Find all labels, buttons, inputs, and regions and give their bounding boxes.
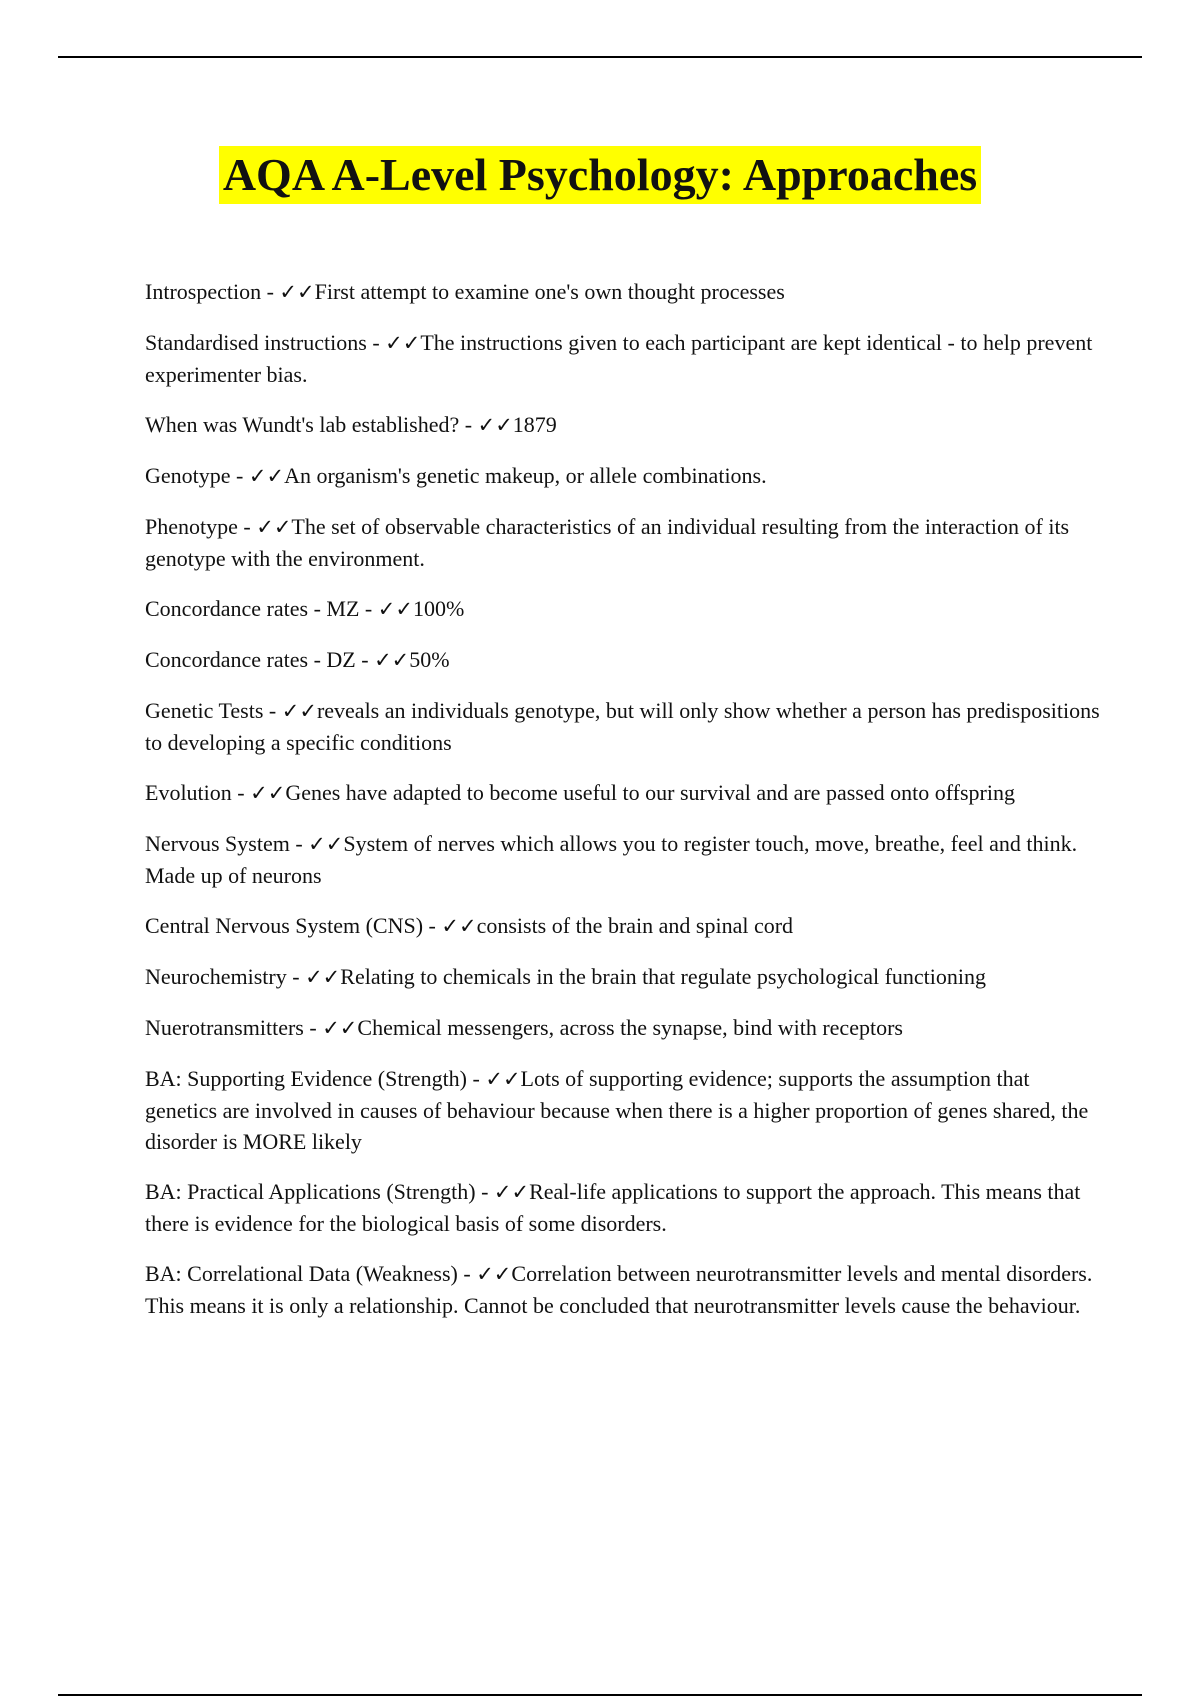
list-item xyxy=(145,593,1100,625)
separator: - xyxy=(231,780,251,805)
list-item xyxy=(145,644,1100,676)
list-item xyxy=(145,276,1100,308)
separator: - xyxy=(457,1261,477,1286)
check-icon: ✓✓ xyxy=(250,781,286,805)
check-icon: ✓✓ xyxy=(308,832,344,856)
check-icon: ✓✓ xyxy=(385,331,421,355)
definition: reveals an individuals genotype, but will only show whether a person has predispositions to developing a specific conditions xyxy=(145,698,1100,755)
term: Genetic Tests xyxy=(145,698,264,723)
definition: Real-life applications to support the approach. This means that there is evidence for the biological basis of some disorders. xyxy=(145,1179,1081,1236)
separator: - xyxy=(261,279,280,304)
list-item xyxy=(145,1258,1100,1321)
check-icon: ✓✓ xyxy=(441,914,477,938)
definition: First attempt to examine one's own thought processes xyxy=(314,279,785,304)
separator: - xyxy=(459,412,478,437)
separator: - xyxy=(303,1015,323,1040)
term: BA: Practical Applications (Strength) xyxy=(145,1179,476,1204)
term: Evolution xyxy=(145,780,232,805)
definition: The set of observable characteristics of an individual resulting from the interaction of its genotype with the environment. xyxy=(145,514,1070,571)
check-icon: ✓✓ xyxy=(281,699,317,723)
list-item xyxy=(145,511,1100,574)
check-icon: ✓✓ xyxy=(279,280,315,304)
definition: consists of the brain and spinal cord xyxy=(476,913,794,938)
list-item xyxy=(145,828,1100,891)
term: Central Nervous System (CNS) xyxy=(145,913,424,938)
term: Nuerotransmitters xyxy=(145,1015,304,1040)
list-item xyxy=(145,1063,1100,1157)
list-item xyxy=(145,1176,1100,1239)
list-item xyxy=(145,409,1100,441)
check-icon: ✓✓ xyxy=(305,965,341,989)
flashcard-list xyxy=(145,276,1100,1340)
separator: - xyxy=(355,647,375,672)
check-icon: ✓✓ xyxy=(485,1067,521,1091)
check-icon: ✓✓ xyxy=(256,515,292,539)
title-container xyxy=(0,146,1200,204)
list-item xyxy=(145,327,1100,390)
term: Introspection xyxy=(145,279,262,304)
definition: The instructions given to each participant are kept identical - to help prevent experimenter bias. xyxy=(145,330,1093,387)
separator: - xyxy=(286,964,306,989)
document-title: AQA A-Level Psychology: Approaches xyxy=(219,146,981,204)
term: When was Wundt's lab established? xyxy=(145,412,460,437)
definition: Correlation between neurotransmitter levels and mental disorders. This means it is only a relationship. Cannot be concluded that neurotransmitter levels cause the behaviour. xyxy=(145,1261,1093,1318)
list-item xyxy=(145,1012,1100,1044)
separator: - xyxy=(366,330,386,355)
check-icon: ✓✓ xyxy=(477,413,513,437)
list-item xyxy=(145,910,1100,942)
definition: 100% xyxy=(412,596,465,621)
check-icon: ✓✓ xyxy=(374,648,410,672)
term: Phenotype xyxy=(145,514,238,539)
definition: Chemical messengers, across the synapse, bind with receptors xyxy=(357,1015,903,1040)
separator: - xyxy=(289,831,309,856)
definition: An organism's genetic makeup, or allele combinations. xyxy=(284,463,767,488)
definition: Lots of supporting evidence; supports the assumption that genetics are involved in causes of behaviour because when there is a higher proportion of genes shared, the disorder is MORE likely xyxy=(145,1066,1089,1154)
definition: Genes have adapted to become useful to our survival and are passed onto offspring xyxy=(285,780,1015,805)
list-item xyxy=(145,777,1100,809)
list-item xyxy=(145,961,1100,993)
term: BA: Supporting Evidence (Strength) xyxy=(145,1066,468,1091)
term: Concordance rates - MZ xyxy=(145,596,360,621)
term: Standardised instructions xyxy=(145,330,367,355)
separator: - xyxy=(475,1179,494,1204)
top-rule xyxy=(58,56,1142,58)
separator: - xyxy=(423,913,442,938)
separator: - xyxy=(263,698,282,723)
definition: System of nerves which allows you to register touch, move, breathe, feel and think. Made up of neurons xyxy=(145,831,1078,888)
separator: - xyxy=(359,596,378,621)
definition: 50% xyxy=(409,647,450,672)
list-item xyxy=(145,460,1100,492)
term: BA: Correlational Data (Weakness) xyxy=(145,1261,458,1286)
check-icon: ✓✓ xyxy=(476,1262,512,1286)
check-icon: ✓✓ xyxy=(493,1180,530,1204)
separator: - xyxy=(237,514,257,539)
definition: Relating to chemicals in the brain that regulate psychological functioning xyxy=(340,964,987,989)
term: Neurochemistry xyxy=(145,964,287,989)
separator: - xyxy=(467,1066,486,1091)
bottom-rule xyxy=(58,1694,1142,1696)
check-icon: ✓✓ xyxy=(248,464,285,488)
separator: - xyxy=(230,463,249,488)
check-icon: ✓✓ xyxy=(322,1016,358,1040)
list-item xyxy=(145,695,1100,758)
check-icon: ✓✓ xyxy=(377,597,413,621)
term: Nervous System xyxy=(145,831,290,856)
term: Concordance rates - DZ xyxy=(145,647,356,672)
definition: 1879 xyxy=(512,412,557,437)
term: Genotype xyxy=(145,463,231,488)
